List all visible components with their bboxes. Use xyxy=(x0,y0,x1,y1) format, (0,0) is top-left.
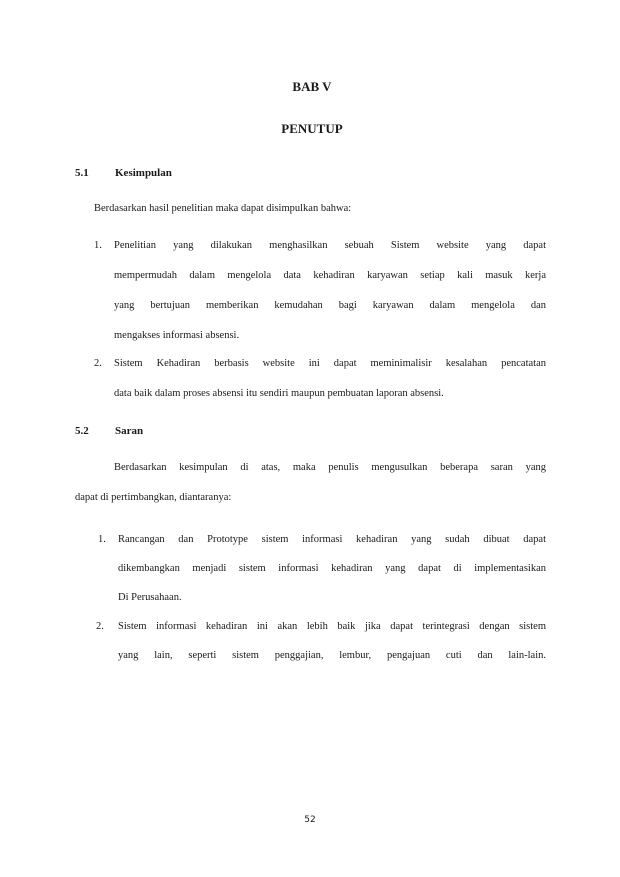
list-marker: 1. xyxy=(94,240,102,251)
list-marker: 1. xyxy=(98,534,106,545)
list-line: yang bertujuan memberikan kemudahan bagi karyawan dalam mengelola dan xyxy=(114,300,546,311)
section-number: 5.1 xyxy=(75,167,89,179)
list-marker: 2. xyxy=(96,621,104,632)
page-number: 52 xyxy=(304,815,316,825)
list-marker: 2. xyxy=(94,358,102,369)
list-line: Di Perusahaan. xyxy=(118,592,182,603)
list-line: Rancangan dan Prototype sistem informasi kehadiran yang sudah dibuat dapat xyxy=(118,534,546,545)
list-line: dikembangkan menjadi sistem informasi kehadiran yang dapat di implementasikan xyxy=(118,563,546,574)
paragraph-line: dapat di pertimbangkan, diantaranya: xyxy=(75,492,232,503)
section-title: Kesimpulan xyxy=(115,167,172,179)
list-line: Penelitian yang dilakukan menghasilkan sebuah Sistem website yang dapat xyxy=(114,240,546,251)
list-line: Sistem informasi kehadiran ini akan lebih baik jika dapat terintegrasi dengan sistem xyxy=(118,621,546,632)
paragraph-line: Berdasarkan kesimpulan di atas, maka penulis mengusulkan beberapa saran yang xyxy=(114,462,546,473)
section-title: Saran xyxy=(115,425,144,437)
list-line: mempermudah dalam mengelola data kehadiran karyawan setiap kali masuk kerja xyxy=(114,270,546,281)
list-line: data baik dalam proses absensi itu sendiri maupun pembuatan laporan absensi. xyxy=(114,388,444,399)
chapter-number: BAB V xyxy=(292,79,332,94)
section-number: 5.2 xyxy=(75,425,89,437)
list-line: mengakses informasi absensi. xyxy=(114,330,240,341)
chapter-title: PENUTUP xyxy=(281,121,343,136)
list-line: yang lain, seperti sistem penggajian, lembur, pengajuan cuti dan lain-lain. xyxy=(118,650,546,661)
list-line: Sistem Kehadiran berbasis website ini dapat meminimalisir kesalahan pencatatan xyxy=(114,358,546,369)
section-intro: Berdasarkan hasil penelitian maka dapat disimpulkan bahwa: xyxy=(94,203,352,214)
